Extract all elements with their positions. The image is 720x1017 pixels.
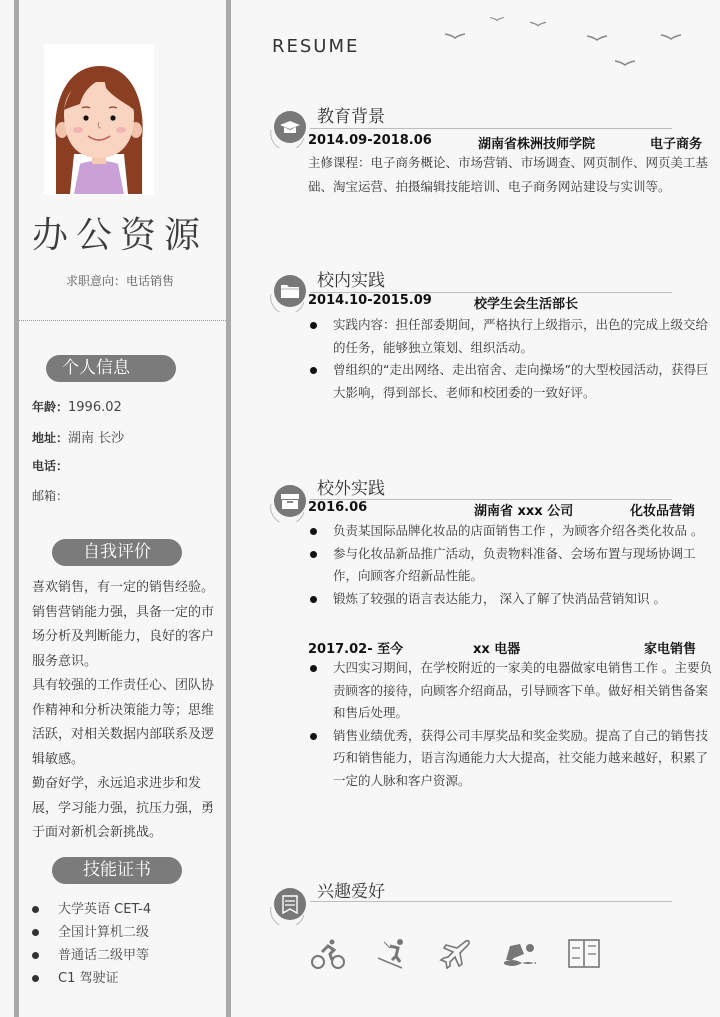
cycling-icon	[310, 938, 346, 970]
bullet-item: 实践内容：担任部委期间，严格执行上级指示，出色的完成上级交给的任务，能够独立策划、组织活动。	[308, 314, 712, 359]
campus-role: 校学生会生活部长	[474, 297, 579, 312]
skill-item: 全国计算机二级	[32, 921, 151, 944]
bird-icon	[490, 16, 504, 22]
bird-icon	[658, 34, 684, 40]
skills-heading	[52, 857, 182, 884]
job-period: 2017.02- 至今	[308, 642, 404, 657]
info-row-phone	[32, 457, 68, 474]
girl-avatar-icon	[44, 44, 154, 195]
campus-title: 校内实践	[317, 271, 385, 291]
bullet-item: 销售业绩优秀，获得公司丰厚奖品和奖金奖励。提高了自己的销售技巧和销售能力，语言沟通能力大大提高，社交能力越来越好，积累了一定的人脉和客户资源。	[308, 725, 712, 793]
section-rule	[310, 901, 672, 902]
skills-title: 技能证书	[83, 860, 151, 880]
bullet-item: 曾组织的“走出网络、走出宿舍、走向操场”的大型校园活动，获得巨大影响，得到部长、老师和校团委的一致好评。	[308, 359, 712, 404]
bookmark-icon	[268, 885, 308, 925]
self-eval-paragraph: 勤奋好学，永远追求进步和发展，学习能力强，抗压力强，勇于面对新机会新挑战。	[32, 776, 215, 840]
dotted-divider	[19, 320, 226, 321]
self-eval-text	[32, 576, 222, 846]
job-bullets	[308, 520, 712, 610]
bullet-item: 大四实习期间，在学校附近的一家美的电器做家电销售工作 。主要负责顾客的接待，向顾客介绍商品，引导顾客下单。做好相关销售备案和售后处理。	[308, 657, 712, 725]
campus-bullets	[308, 314, 712, 404]
info-row-address	[32, 427, 124, 446]
skill-item: 大学英语 CET-4	[32, 898, 151, 921]
education-school: 湖南省株洲技师学院	[478, 137, 596, 152]
info-value: 1996.02	[68, 400, 122, 415]
education-period: 2014.09-2018.06	[308, 133, 432, 148]
section-rule	[310, 128, 672, 129]
bird-icon	[530, 21, 546, 27]
briefcase-icon	[268, 482, 308, 522]
bullet-item: 负责某国际品牌化妆品的店面销售工作 ，为顾客介绍各类化妆品 。	[308, 520, 712, 543]
info-label: 地址：	[32, 431, 69, 445]
job-intent: 求职意向：电话销售	[65, 274, 174, 288]
job-position: 家电销售	[644, 642, 697, 657]
hobbies-title: 兴趣爱好	[317, 882, 385, 902]
graduation-cap-icon	[268, 108, 308, 148]
education-courses: 主修课程：电子商务概论、市场营销、市场调查、网页制作、网页美工基础、淘宝运营、拍摄编辑技能培训、电子商务网站建设与实训等。	[308, 155, 709, 194]
skill-item: 普通话二级甲等	[32, 944, 151, 967]
external-title: 校外实践	[317, 479, 385, 499]
book-icon	[566, 938, 602, 970]
bullet-item: 参与化妆品新品推广活动，负责物料准备、会场布置与现场协调工作，向顾客介绍新品性能。	[308, 543, 712, 588]
skiing-icon	[374, 938, 410, 970]
personal-info-title: 个人信息	[62, 358, 130, 378]
personal-info-heading	[46, 355, 176, 382]
info-row-email	[32, 487, 68, 504]
self-eval-paragraph: 销售营销能力强，具备一定的市场分析及判断能力，良好的客户服务意识。	[32, 604, 215, 669]
candidate-name: 办公资源	[31, 215, 208, 256]
job-period: 2016.06	[308, 500, 368, 515]
info-label: 电话：	[32, 459, 69, 473]
job-bullets	[308, 657, 712, 792]
folder-icon	[268, 272, 308, 312]
resume-label: RESUME	[272, 36, 360, 57]
info-label: 年龄：	[32, 400, 69, 414]
bird-icon	[614, 60, 636, 66]
sidebar-divider-line	[226, 0, 231, 1017]
education-major: 电子商务	[650, 137, 703, 152]
bird-icon	[445, 33, 465, 39]
education-title: 教育背景	[317, 107, 385, 127]
info-value: 湖南 长沙	[68, 431, 125, 446]
self-eval-paragraph: 具有较强的工作责任心、团队协作精神和分析决策能力等；思维活跃，对相关数据内部联系及逻辑敏感。	[32, 678, 215, 767]
skills-list	[32, 898, 151, 990]
airplane-icon	[438, 938, 474, 970]
hobby-icons	[310, 938, 602, 970]
info-label: 邮箱：	[32, 489, 69, 503]
info-row-age	[32, 398, 122, 415]
self-eval-title: 自我评价	[83, 542, 151, 562]
job-position: 化妆品营销	[630, 504, 696, 519]
self-eval-heading	[52, 539, 182, 566]
self-eval-paragraph: 喜欢销售，有一定的销售经验。	[32, 580, 215, 595]
avatar	[44, 44, 154, 195]
swimming-icon	[502, 938, 538, 970]
skill-item: C1 驾驶证	[32, 967, 151, 990]
job-company: xx 电器	[473, 642, 521, 657]
campus-period: 2014.10-2015.09	[308, 293, 432, 308]
job-company: 湖南省 xxx 公司	[474, 504, 574, 519]
bullet-item: 锻炼了较强的语言表达能力， 深入了解了快消品营销知识 。	[308, 588, 712, 611]
bird-icon	[586, 35, 608, 41]
